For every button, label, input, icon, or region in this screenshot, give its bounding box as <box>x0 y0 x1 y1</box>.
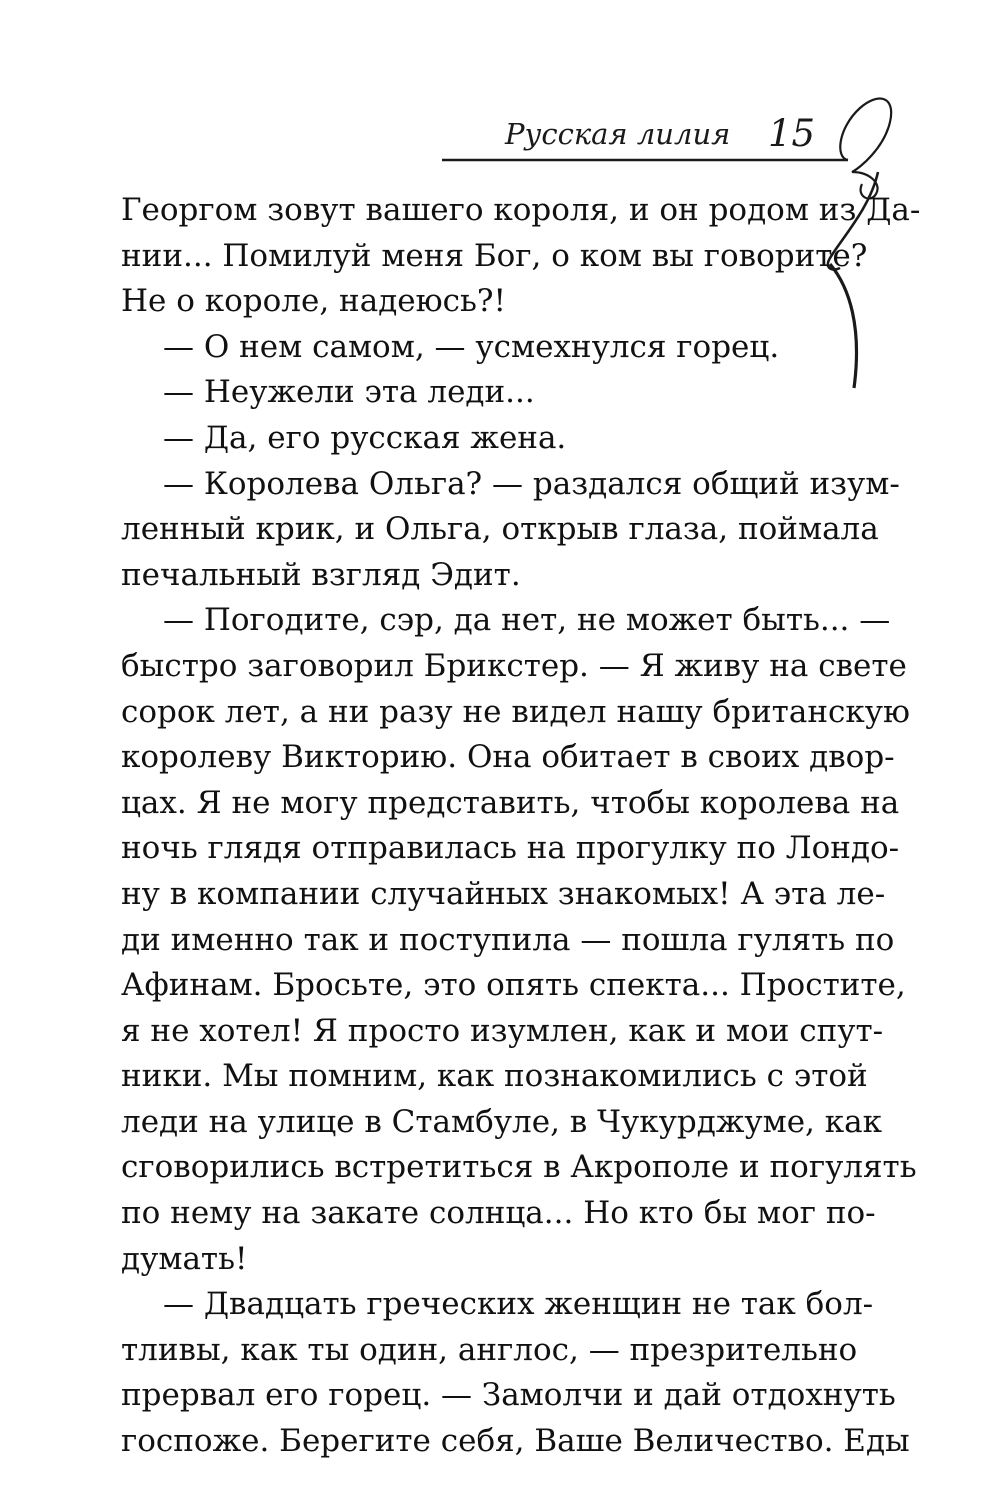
text-line: королеву Викторию. Она обитает в своих двор- <box>121 739 895 776</box>
text-line: сорок лет, а ни разу не видел нашу британскую <box>121 693 910 730</box>
text-line: ники. Мы помним, как познакомились с этой <box>121 1058 868 1095</box>
ornament-tail <box>830 264 857 388</box>
text-line: быстро заговорил Брикстер. — Я живу на свете <box>121 647 907 684</box>
text-line: прервал его горец. — Замолчи и дай отдохнуть <box>121 1377 896 1414</box>
text-line: думать! <box>121 1240 248 1277</box>
text-line: — Двадцать греческих женщин не так бол- <box>163 1286 874 1323</box>
text-line: Георгом зовут вашего короля, и он родом из Да- <box>121 192 921 228</box>
body-text <box>121 188 921 1465</box>
text-line: цах. Я не могу представить, чтобы королева на <box>121 784 900 821</box>
ornament-loop <box>840 99 891 199</box>
text-line: — Да, его русская жена. <box>163 419 567 456</box>
running-title: Русская лилия <box>505 117 731 151</box>
text-line: — Погодите, сэр, да нет, не может быть... — <box>163 602 891 639</box>
text-line: — О нем самом, — усмехнулся горец. <box>163 328 780 365</box>
text-line: ди именно так и поступила — пошла гулять по <box>121 921 895 958</box>
text-line: тливы, как ты один, англос, — презрительно <box>121 1331 858 1368</box>
text-line: госпоже. Берегите себя, Ваше Величество. Еды <box>121 1423 910 1460</box>
text-line: печальный взгляд Эдит. <box>121 556 521 593</box>
text-line: — Королева Ольга? — раздался общий изум- <box>163 465 900 502</box>
text-line: Афинам. Бросьте, это опять спекта... Простите, <box>121 967 906 1004</box>
text-line: леди на улице в Стамбуле, в Чукурджуме, как <box>121 1103 882 1140</box>
text-line: сговорились встретиться в Акрополе и погулять <box>121 1149 917 1186</box>
text-line: нии... Помилуй меня Бог, о ком вы говорите? <box>121 237 868 274</box>
text-line: Не о короле, надеюсь?! <box>121 283 506 320</box>
page-number: 15 <box>768 112 816 155</box>
text-line: ночь глядя отправилась на прогулку по Лондо- <box>121 830 900 867</box>
text-line: ну в компании случайных знакомых! А эта ле- <box>121 875 886 912</box>
text-line: я не хотел! Я просто изумлен, как и мои спут- <box>121 1012 884 1049</box>
text-line: — Неужели эта леди... <box>163 374 535 411</box>
text-line: по нему на закате солнца... Но кто бы мог по- <box>121 1195 876 1232</box>
text-line: ленный крик, и Ольга, открыв глаза, поймала <box>121 511 879 548</box>
